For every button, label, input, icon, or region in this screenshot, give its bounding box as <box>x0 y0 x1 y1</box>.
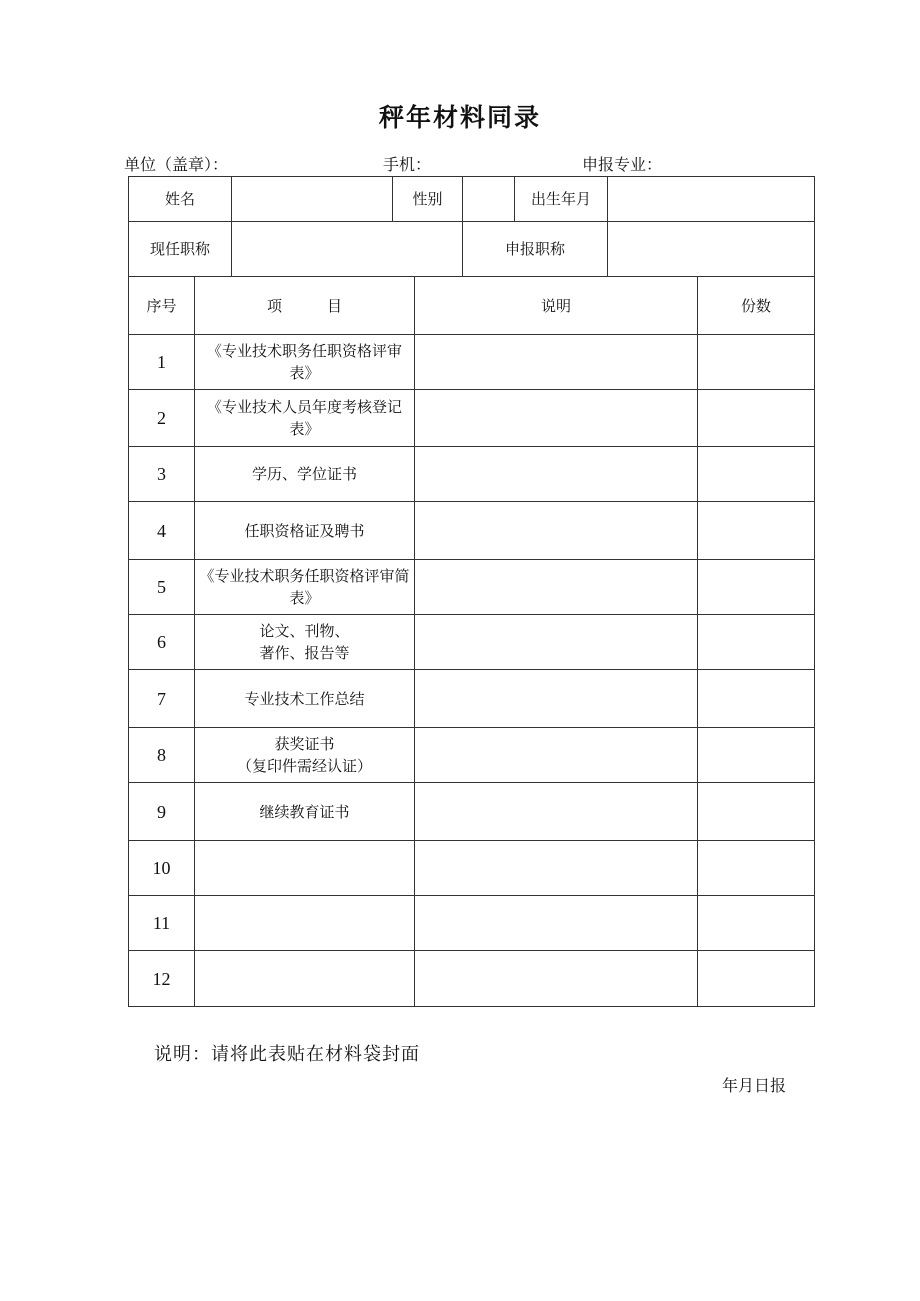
row-item: 专业技术工作总结 <box>195 670 415 728</box>
row-item: 获奖证书 （复印件需经认证） <box>195 728 415 783</box>
row-count-field[interactable] <box>698 728 815 783</box>
row-number: 6 <box>129 615 195 670</box>
row-count-field[interactable] <box>698 335 815 390</box>
row-count-field[interactable] <box>698 390 815 447</box>
row-count-field[interactable] <box>698 447 815 502</box>
row-note-field[interactable] <box>415 783 698 841</box>
table-row <box>129 841 815 896</box>
header-item: 项 目 <box>195 277 415 335</box>
row-count-field[interactable] <box>698 560 815 615</box>
apply-title-label: 申报职称 <box>463 222 608 277</box>
row-number: 2 <box>129 390 195 447</box>
row-item <box>195 896 415 951</box>
phone-label: 手机： <box>383 155 432 174</box>
unit-label: 单位（盖章）： <box>124 155 229 174</box>
gender-field[interactable] <box>463 177 515 222</box>
report-date: 年月日报 <box>722 1076 787 1095</box>
footer-note: 说明：请将此表贴在材料袋封面 <box>154 1044 420 1065</box>
name-label: 姓名 <box>129 177 232 222</box>
table-row <box>129 783 815 841</box>
row-number: 9 <box>129 783 195 841</box>
table-row <box>129 615 815 670</box>
row-note-field[interactable] <box>415 951 698 1007</box>
row-number: 12 <box>129 951 195 1007</box>
row-count-field[interactable] <box>698 502 815 560</box>
row-number: 11 <box>129 896 195 951</box>
document-title: 秤年材料同录 <box>378 103 541 132</box>
header-no: 序号 <box>129 277 195 335</box>
row-number: 3 <box>129 447 195 502</box>
table-row <box>129 670 815 728</box>
row-note-field[interactable] <box>415 335 698 390</box>
row-count-field[interactable] <box>698 951 815 1007</box>
row-number: 7 <box>129 670 195 728</box>
row-note-field[interactable] <box>415 670 698 728</box>
row-number: 1 <box>129 335 195 390</box>
header-note: 说明 <box>415 277 698 335</box>
table-row <box>129 335 815 390</box>
birth-field[interactable] <box>608 177 815 222</box>
table-row <box>129 502 815 560</box>
row-note-field[interactable] <box>415 896 698 951</box>
row-item: 学历、学位证书 <box>195 447 415 502</box>
header-count: 份数 <box>698 277 815 335</box>
row-item: 任职资格证及聘书 <box>195 502 415 560</box>
table-row <box>129 560 815 615</box>
row-count-field[interactable] <box>698 841 815 896</box>
materials-table <box>128 276 815 1007</box>
row-item <box>195 951 415 1007</box>
row-item: 论文、刊物、 著作、报告等 <box>195 615 415 670</box>
row-note-field[interactable] <box>415 615 698 670</box>
row-number: 5 <box>129 560 195 615</box>
row-note-field[interactable] <box>415 560 698 615</box>
table-row <box>129 728 815 783</box>
row-count-field[interactable] <box>698 783 815 841</box>
row-item: 《专业技术职务任职资格评审简表》 <box>195 560 415 615</box>
name-field[interactable] <box>232 177 393 222</box>
birth-label: 出生年月 <box>515 177 608 222</box>
table-row <box>129 951 815 1007</box>
row-item: 《专业技术职务任职资格评审表》 <box>195 335 415 390</box>
table-row <box>129 896 815 951</box>
row-number: 10 <box>129 841 195 896</box>
row-note-field[interactable] <box>415 390 698 447</box>
row-item: 《专业技术人员年度考核登记表》 <box>195 390 415 447</box>
personal-info-table <box>128 176 815 277</box>
row-count-field[interactable] <box>698 670 815 728</box>
row-note-field[interactable] <box>415 502 698 560</box>
apply-title-field[interactable] <box>608 222 815 277</box>
row-count-field[interactable] <box>698 896 815 951</box>
row-item: 继续教育证书 <box>195 783 415 841</box>
major-label: 申报专业： <box>582 155 663 174</box>
row-number: 4 <box>129 502 195 560</box>
row-count-field[interactable] <box>698 615 815 670</box>
row-item <box>195 841 415 896</box>
table-row <box>129 390 815 447</box>
row-note-field[interactable] <box>415 841 698 896</box>
gender-label: 性别 <box>393 177 463 222</box>
table-row <box>129 447 815 502</box>
current-title-label: 现任职称 <box>129 222 232 277</box>
row-note-field[interactable] <box>415 447 698 502</box>
row-number: 8 <box>129 728 195 783</box>
row-note-field[interactable] <box>415 728 698 783</box>
current-title-field[interactable] <box>232 222 463 277</box>
